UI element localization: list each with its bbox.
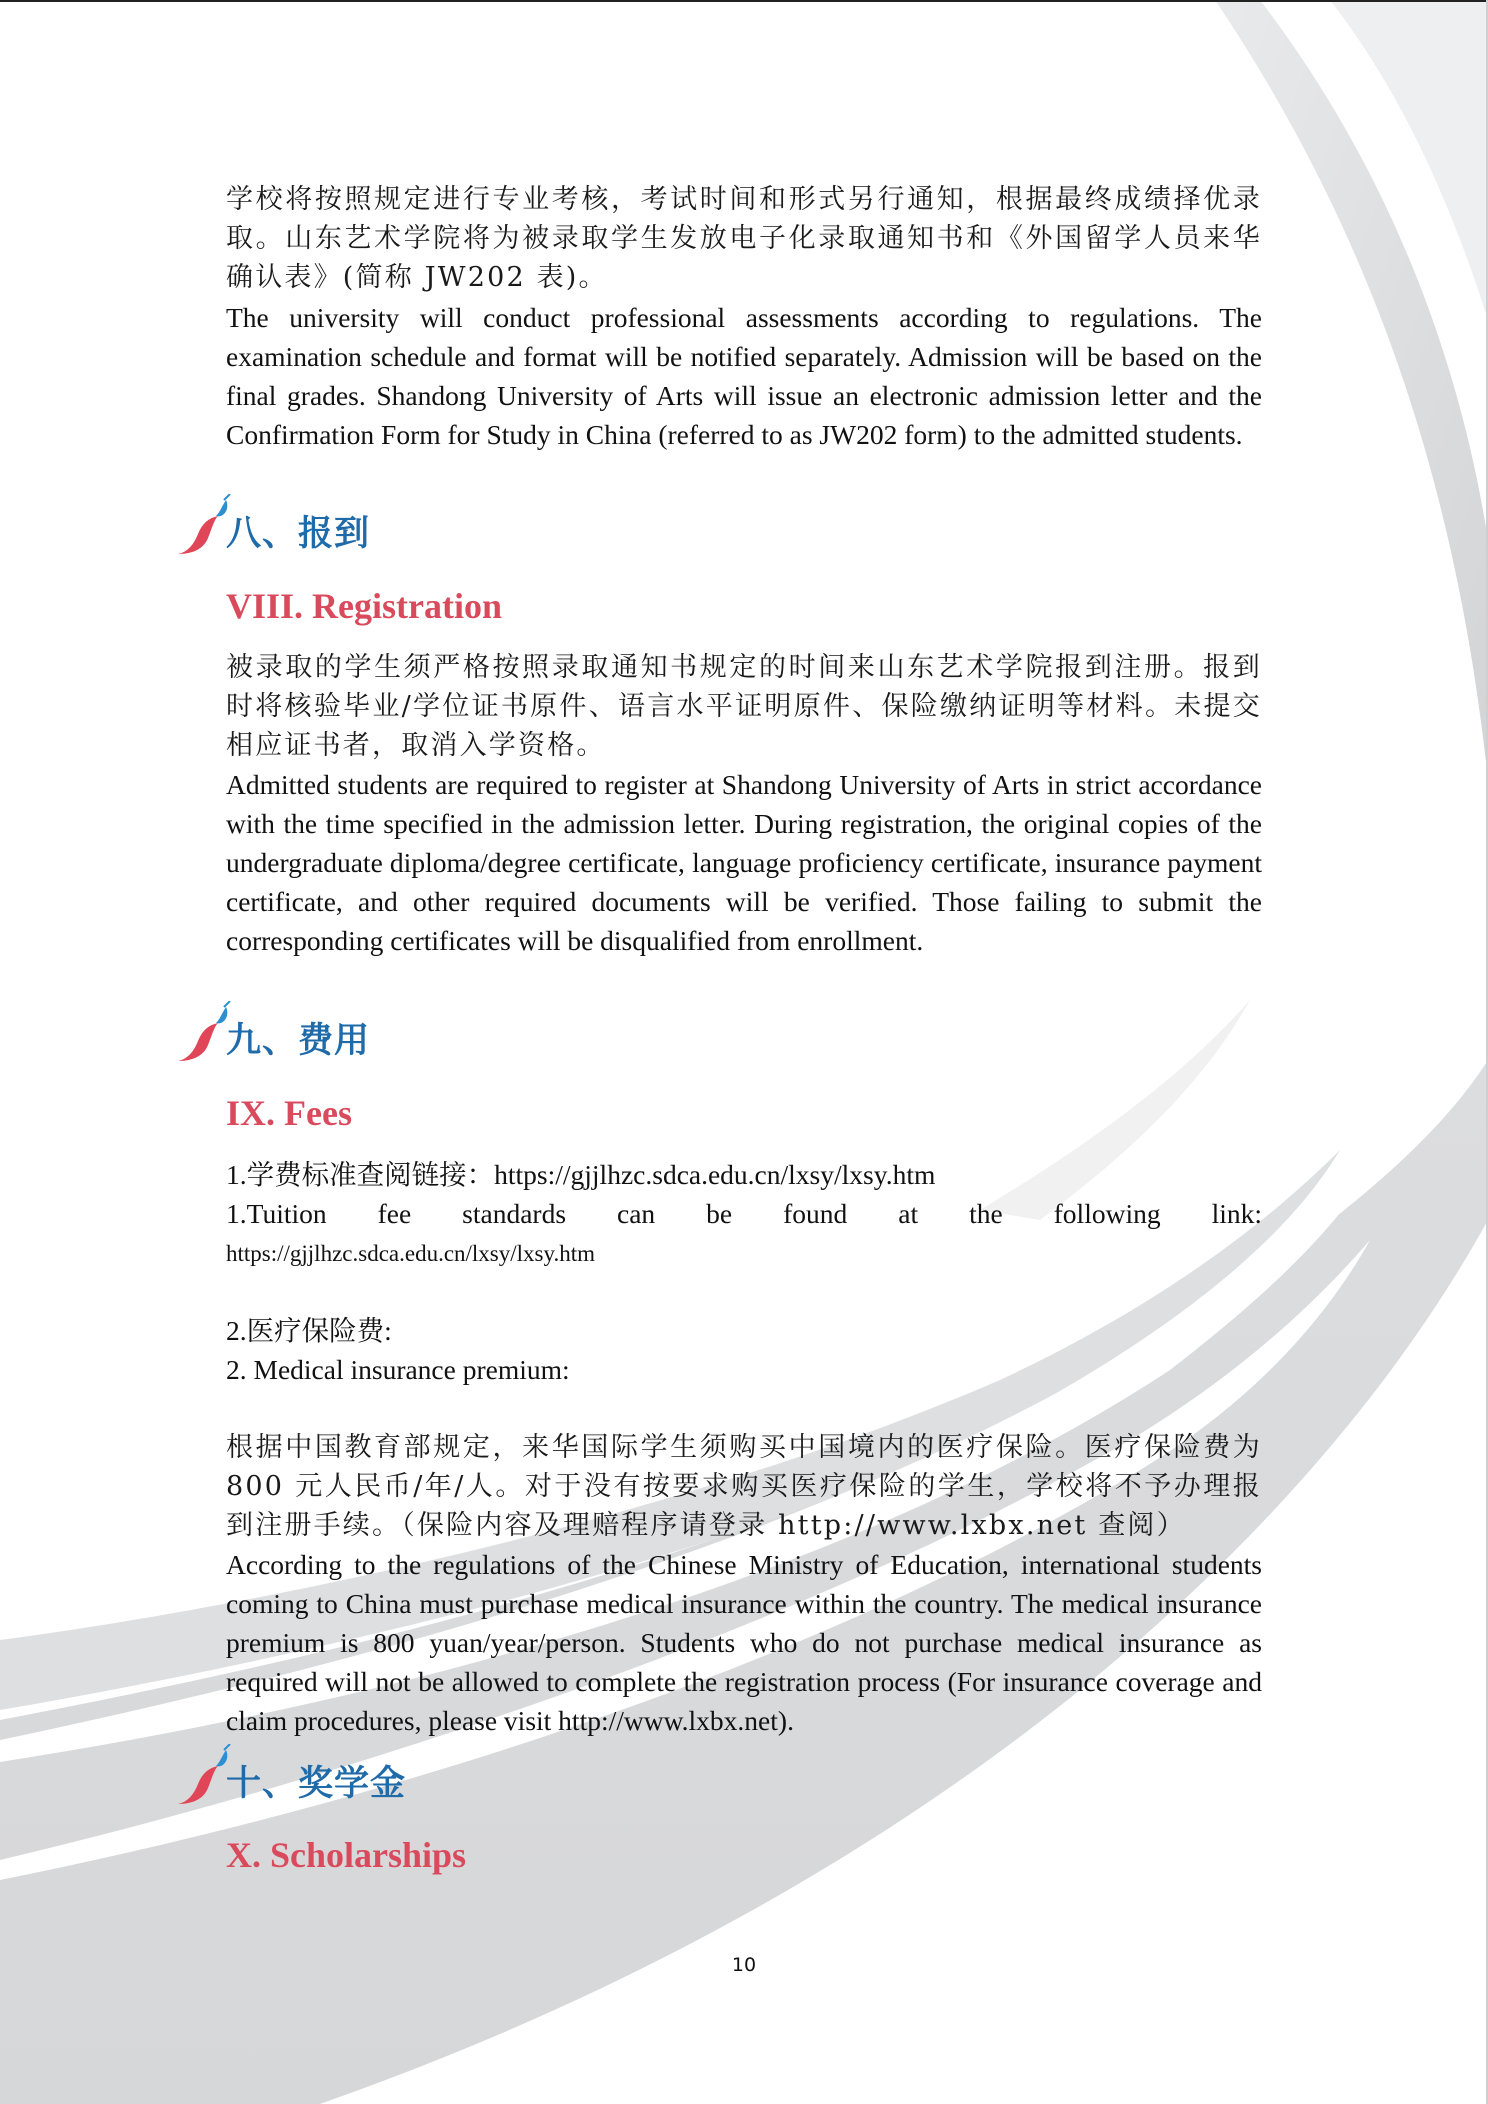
intro-paragraph-en: The university will conduct professional assessments according to regulations. The examination schedule and format will be notified separately. Admission will be based on the final grades. Shandong University of Arts will issue an electronic admission letter and the Confirmation Form for Study in China (referred to as JW202 form) to the admitted students. xyxy=(226,302,1262,450)
section-heading-en: VIII. Registration xyxy=(226,586,502,626)
section-heading-zh: 八、报到 xyxy=(226,514,371,554)
section-heading-en: IX. Fees xyxy=(226,1093,352,1133)
section-heading-zh: 十、奖学金 xyxy=(226,1764,407,1804)
tuition-url[interactable]: https://gjjlhzc.sdca.edu.cn/lxsy/lxsy.htm xyxy=(226,1241,596,1266)
section-heading-zh: 九、费用 xyxy=(226,1021,371,1061)
insurance-paragraph-en: According to the regulations of the Chinese Ministry of Education, international students coming to China must purchase medical insurance within the country. The medical insurance premium is 800 yuan/year/person. Students who do not purchase medical insurance as required will not be allowed to complete the registration process (For insurance coverage and claim procedures, please visit http://www.lxbx.net). xyxy=(226,1549,1262,1736)
intro-paragraph-zh: 学校将按照规定进行专业考核，考试时间和形式另行通知，根据最终成绩择优录取。山东艺术学院将为被录取学生发放电子化录取通知书和《外国留学人员来华确认表》(简称 JW202 表)。 xyxy=(226,184,1262,293)
tuition-link-en: 1.Tuition fee standards can be found at the following link: xyxy=(226,1198,1262,1229)
registration-paragraph-en: Admitted students are required to register at Shandong University of Arts in strict accordance with the time specified in the admission letter. During registration, the original copies of the undergraduate diploma/degree certificate, language proficiency certificate, insurance payment certificate, and other required documents will be verified. Those failing to submit the corresponding certificates will be disqualified from enrollment. xyxy=(226,769,1262,956)
registration-paragraph-zh: 被录取的学生须严格按照录取通知书规定的时间来山东艺术学院报到注册。报到时将核验毕业/学位证书原件、语言水平证明原件、保险缴纳证明等材料。未提交相应证书者，取消入学资格。 xyxy=(226,652,1262,761)
insurance-paragraph-zh: 根据中国教育部规定，来华国际学生须购买中国境内的医疗保险。医疗保险费为 800 元人民币/年/人。对于没有按要求购买医疗保险的学生，学校将不予办理报到注册手续。（保险内容及理赔程序请登录 http://www.lxbx.net 查阅） xyxy=(226,1432,1262,1541)
section-heading-en: X. Scholarships xyxy=(226,1835,467,1875)
insurance-label-zh: 2.医疗保险费: xyxy=(226,1315,392,1346)
page-number: 10 xyxy=(731,1954,757,1976)
tuition-link-zh: 1.学费标准查阅链接：https://gjjlhzc.sdca.edu.cn/lxsy/lxsy.htm xyxy=(226,1159,936,1190)
insurance-label-en: 2. Medical insurance premium: xyxy=(226,1354,570,1385)
page-top-border xyxy=(0,0,1488,2)
